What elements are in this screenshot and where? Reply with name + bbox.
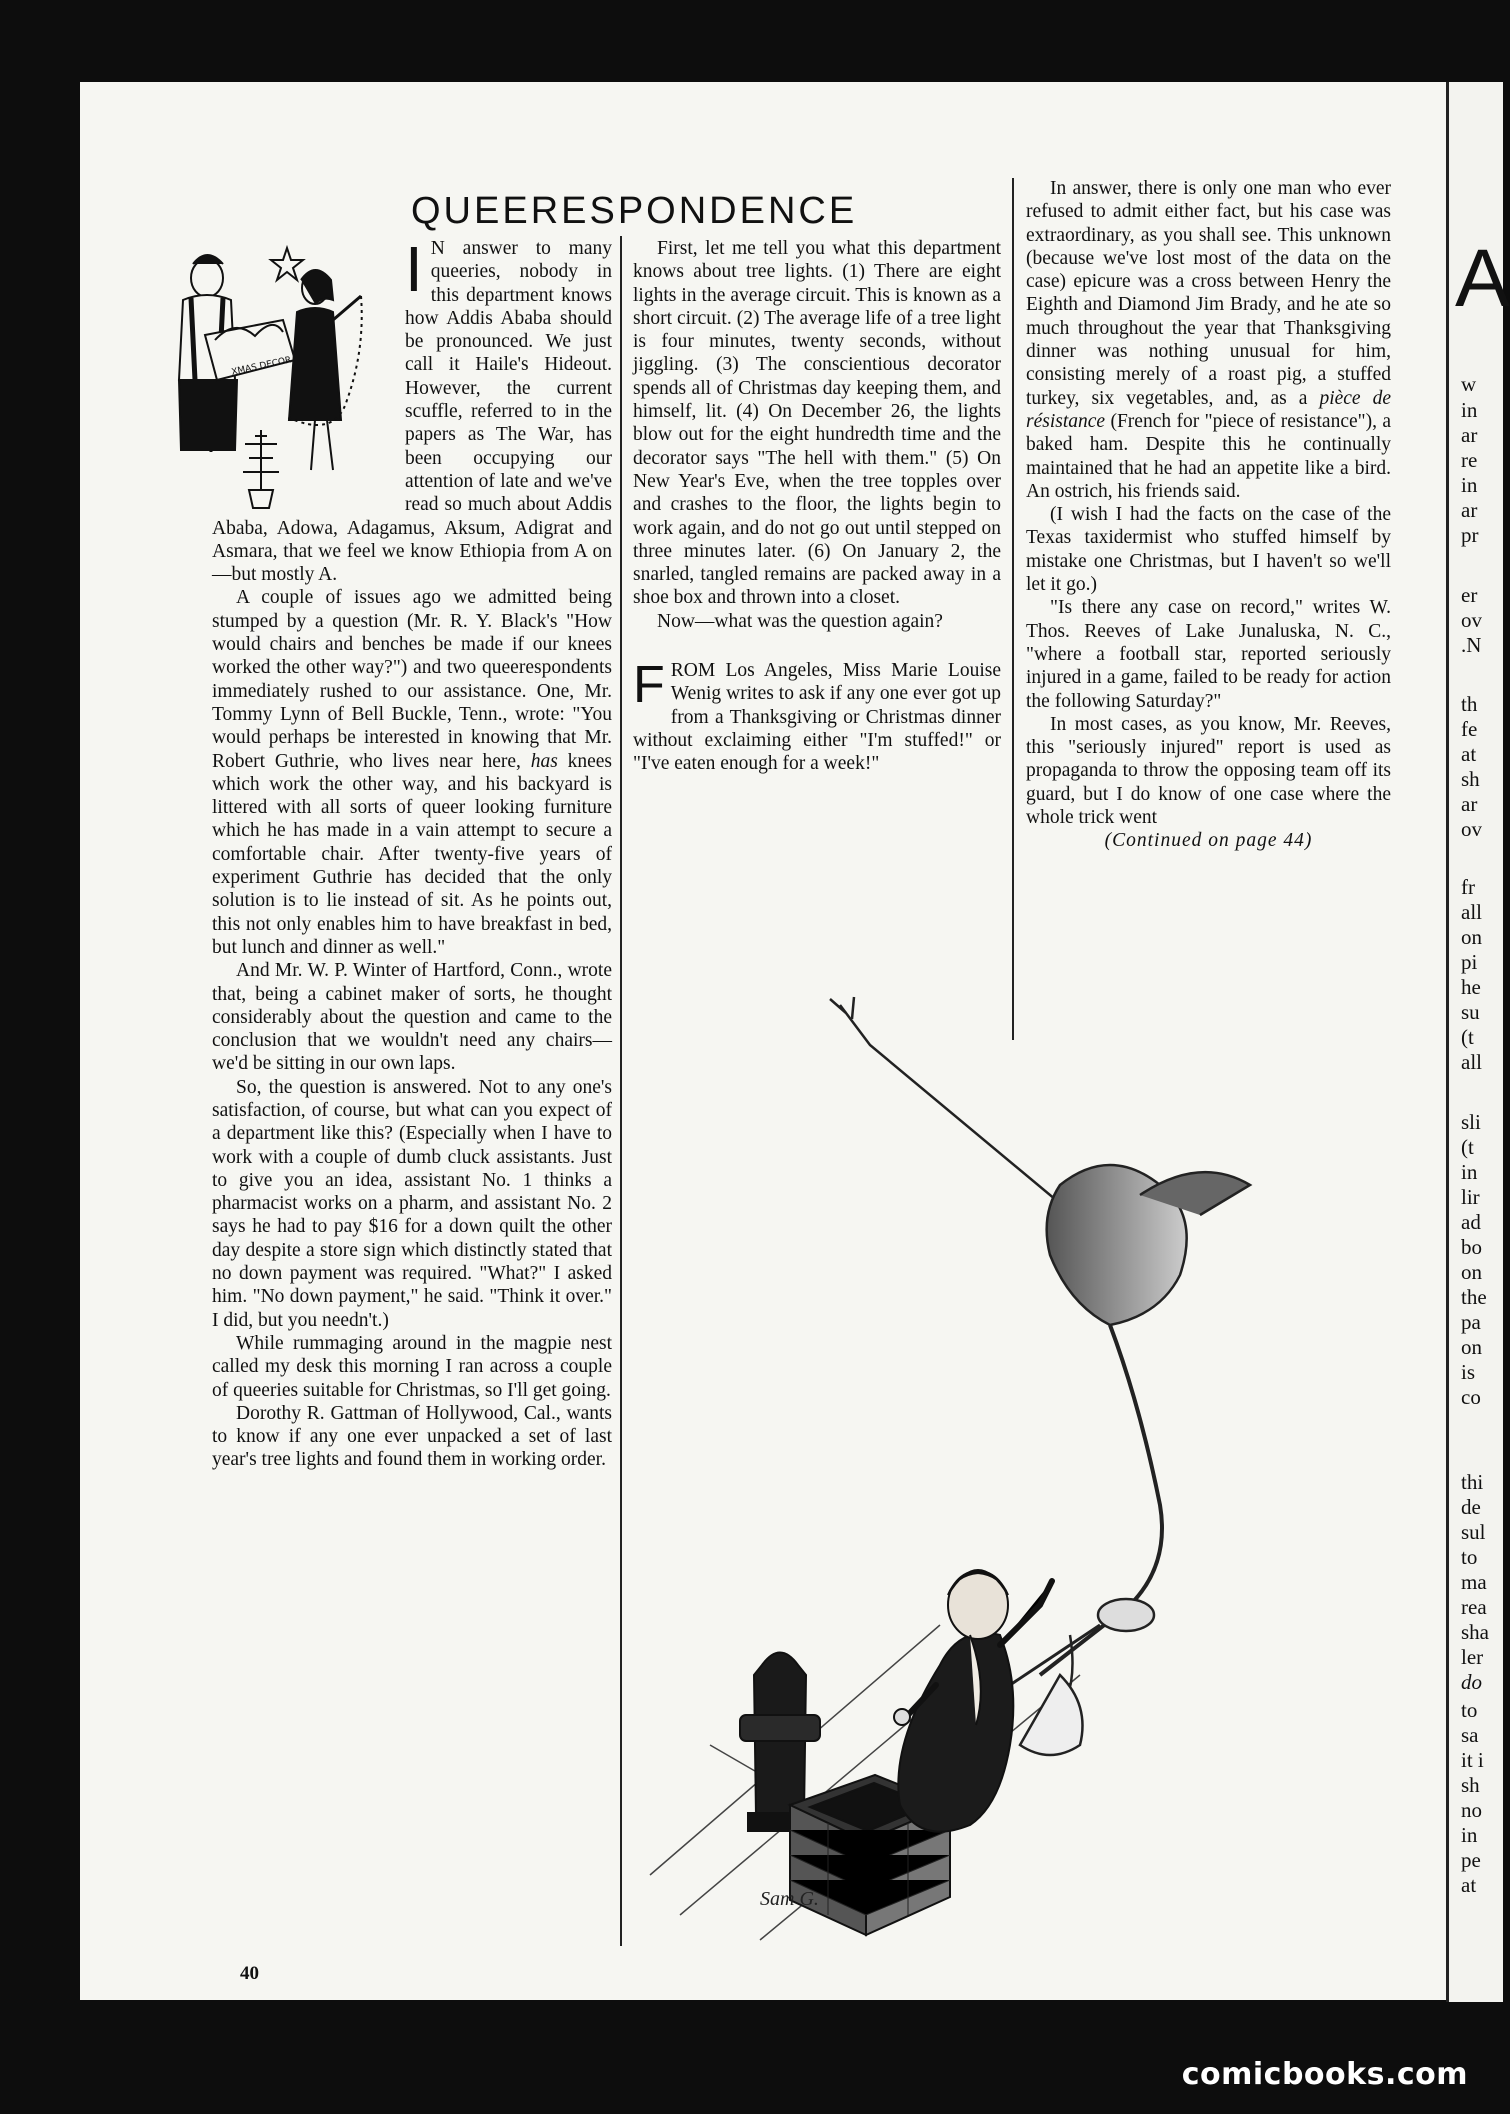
article-column-3 — [1026, 177, 1391, 853]
adjacent-page-fragment: er — [1461, 583, 1478, 607]
paragraph: (I wish I had the facts on the case of the Texas taxidermist who stuffed himself by mistake one Christmas, but I haven't so we'll let it go.) — [1026, 504, 1391, 596]
adjacent-page-fragment: de — [1461, 1495, 1481, 1519]
adjacent-page-fragment: ar — [1461, 498, 1478, 522]
adjacent-page-fragment: lir — [1461, 1185, 1480, 1209]
adjacent-page-fragment: re — [1461, 448, 1478, 472]
paragraph: In answer, there is only one man who ever refused to admit either fact, but his case was extraordinary, as you shall see. This unknown (because we've lost most of the data on the case) epicure was a cross between Henry the Eighth and Diamond Jim Brady, and he ate so much throughout the year that Thanksgiving dinner was nothing unusual for him, consisting merely of a roast pig, a stuffed turkey, six vegetables, and, as a pièce de résistance (French for "piece of resistance"), a baked ham. Despite this he continually maintained that he had an appetite like a bird. An ostrich, his friends said. — [1026, 178, 1391, 502]
adjacent-page-fragment: bo — [1461, 1235, 1482, 1259]
adjacent-page-fragment: th — [1461, 692, 1478, 716]
adjacent-page-fragment: sli — [1461, 1110, 1481, 1134]
adjacent-page-fragment: in — [1461, 1823, 1478, 1847]
adjacent-page-fragment: do — [1461, 1670, 1482, 1694]
paragraph: First, let me tell you what this department knows about tree lights. (1) There are eight lights in the average circuit. This is known as a short circuit. (2) The average life of a tree light is four minutes, twenty seconds, without jiggling. (3) The conscientious decorator spends all of Christmas day keeping them, and himself, lit. (4) On December 26, the lights blow out for the eight hundredth time and the decorator says "The hell with them." (5) On New Year's Eve, when the tree topples over and crashes to the floor, the lights begin to work again, and do not go out until stepped on three minutes later. (6) On January 2, the snarled, tangled remains are packed away in a shoe box and thrown into a closet. — [633, 238, 1001, 609]
adjacent-page-fragment: he — [1461, 975, 1481, 999]
adjacent-page-fragment: (t — [1461, 1135, 1474, 1159]
adjacent-page-fragment: ar — [1461, 423, 1478, 447]
page-number: 40 — [240, 1963, 259, 1984]
adjacent-page-fragment: ar — [1461, 792, 1478, 816]
adjacent-page-fragment: fe — [1461, 717, 1478, 741]
adjacent-page-fragment: all — [1461, 900, 1482, 924]
adjacent-page-fragment: .N — [1461, 633, 1482, 657]
adjacent-page-fragment: su — [1461, 1000, 1480, 1024]
adjacent-page-fragment: rea — [1461, 1595, 1487, 1619]
adjacent-page-fragment: at — [1461, 742, 1477, 766]
stork-chimney-illustration — [640, 985, 1400, 1945]
stork-figure — [830, 997, 1250, 1755]
paragraph: And Mr. W. P. Winter of Hartford, Conn., wrote that, being a cabinet maker of sorts, he thought considerably about the question and came to the conclusion that we wouldn't need any chairs—we'd be sitting in our own laps. — [212, 960, 612, 1075]
column-rule-right — [1012, 178, 1014, 1040]
paragraph: So, the question is answered. Not to any one's satisfaction, of course, but what can you expect of a department like this? (Especially when I have to work with a couple of dumb cluck assistants. Just to give you an idea, assistant No. 1 thinks a pharmacist works on a pharm, and assistant No. 2 says he had to pay $16 for a down quilt the other day despite a store sign which distinctly stated that no down payment was required. "What?" I asked him. "No down payment," he said. "Think it over." I did, but you needn't.) — [212, 1076, 612, 1331]
adjacent-page-fragment: ler — [1461, 1645, 1484, 1669]
adjacent-page-fragment: in — [1461, 473, 1478, 497]
adjacent-page-fragment: pi — [1461, 950, 1478, 974]
adjacent-page-fragment: ov — [1461, 817, 1482, 841]
watermark: comicbooks.com — [1181, 2057, 1468, 2092]
adjacent-page-fragment: all — [1461, 1050, 1482, 1074]
adjacent-page-fragment: pr — [1461, 523, 1479, 547]
paragraph: Dorothy R. Gattman of Hollywood, Cal., wants to know if any one ever unpacked a set of last year's tree lights and found them in working order. — [212, 1402, 612, 1471]
column-rule-left — [620, 236, 622, 1946]
paragraph: "Is there any case on record," writes W. Thos. Reeves of Lake Junaluska, N. C., "where a football star, reported seriously injured in a game, failed to be ready for action the following Saturday?" — [1026, 597, 1391, 712]
adjacent-page-fragment: the — [1461, 1285, 1487, 1309]
continued-note: (Continued on page 44) — [1104, 830, 1313, 852]
paragraph: While rummaging around in the magpie nest called my desk this morning I ran across a couple of queeries suitable for Christmas, so I'll get going. — [212, 1332, 612, 1401]
paragraph: A couple of issues ago we admitted being stumped by a question (Mr. R. Y. Black's "How would chairs and benches be made if our knees worked the other way?") and two queerespondents immediately rushed to our assistance. One, Mr. Tommy Lynn of Bell Buckle, Tenn., wrote: "You would perhaps be interested in knowing that Mr. Robert Guthrie, who lives near here, has knees which work the other way, and his backyard is littered with all sorts of queer looking furniture which he has made in a vain attempt to secure a comfortable chair. After twenty-five years of experiment Guthrie has decided that the only solution is to lie instead of sit. As he points out, this not only enables him to have breakfast in bed, but lunch and dinner as well." — [212, 587, 612, 958]
adjacent-page-fragment: sul — [1461, 1520, 1486, 1544]
adjacent-page-fragment: (t — [1461, 1025, 1474, 1049]
adjacent-page-fragment: sha — [1461, 1620, 1489, 1644]
adjacent-page-fragment: ma — [1461, 1570, 1487, 1594]
drop-cap-i: I — [405, 233, 423, 305]
paragraph: FROM Los Angeles, Miss Marie Louise Wenig writes to ask if any one ever got up from a Thanksgiving or Christmas dinner without exclaiming either "I'm stuffed!" or "I've eaten enough for a week!" — [633, 656, 1001, 775]
adjacent-page-fragment: ov — [1461, 608, 1482, 632]
adjacent-page-fragment: is — [1461, 1360, 1476, 1384]
adjacent-page-fragment: no — [1461, 1798, 1482, 1822]
adjacent-page-fragment: pe — [1461, 1848, 1481, 1872]
adjacent-page-fragment: in — [1461, 1160, 1478, 1184]
adjacent-page-fragment: on — [1461, 1335, 1482, 1359]
adjacent-page-fragment: fr — [1461, 875, 1475, 899]
adjacent-page-fragment: thi — [1461, 1470, 1484, 1494]
paragraph: Now—what was the question again? — [657, 610, 943, 632]
christmas-decorators-illustration — [165, 240, 390, 510]
adjacent-page-fragment: at — [1461, 1873, 1477, 1897]
adjacent-page-fragment: ad — [1461, 1210, 1481, 1234]
adjacent-page-fragment: pa — [1461, 1310, 1481, 1334]
adjacent-page-fragment: in — [1461, 398, 1478, 422]
decor-box-label: XMAS DECOR — [230, 355, 293, 378]
paragraph: I N answer to many queeries, nobody in this department knows how Addis Ababa should be pronounced. We just call it Haile's Hideout. However, the current scuffle, referred to in the papers as The War, has been occupying our attention of late and we've read so much about Addis Ababa, Adowa, Adagamus, Aksum, Adigrat and Asmara, that we feel we know Ethiopia from A on—but mostly A. — [212, 233, 612, 586]
adjacent-page-fragment: sa — [1461, 1723, 1479, 1747]
adjacent-page-fragment: sh — [1461, 767, 1480, 791]
adjacent-page-fragment: to — [1461, 1545, 1478, 1569]
adjacent-page-fragment: co — [1461, 1385, 1481, 1409]
santa-figure — [894, 1570, 1052, 1832]
adjacent-page-edge — [1446, 82, 1510, 2002]
adjacent-page-fragment: sh — [1461, 1773, 1480, 1797]
paragraph: In most cases, as you know, Mr. Reeves, this "seriously injured" report is used as propaganda to throw the opposing team off its guard, but I do know of one case where the whole trick went — [1026, 713, 1391, 829]
adjacent-page-fragment: on — [1461, 925, 1482, 949]
adjacent-page-fragment: to — [1461, 1698, 1478, 1722]
artist-signature: Sam G. — [760, 1888, 819, 1910]
adjacent-page-fragment: it i — [1461, 1748, 1484, 1772]
drop-cap-f: F — [633, 656, 665, 715]
article-title: QUEERESPONDENCE — [411, 190, 858, 233]
adjacent-page-fragment: on — [1461, 1260, 1482, 1284]
adjacent-page-letter: A — [1455, 233, 1510, 324]
article-column-2 — [633, 237, 1001, 776]
adjacent-page-fragment: w — [1461, 372, 1477, 396]
